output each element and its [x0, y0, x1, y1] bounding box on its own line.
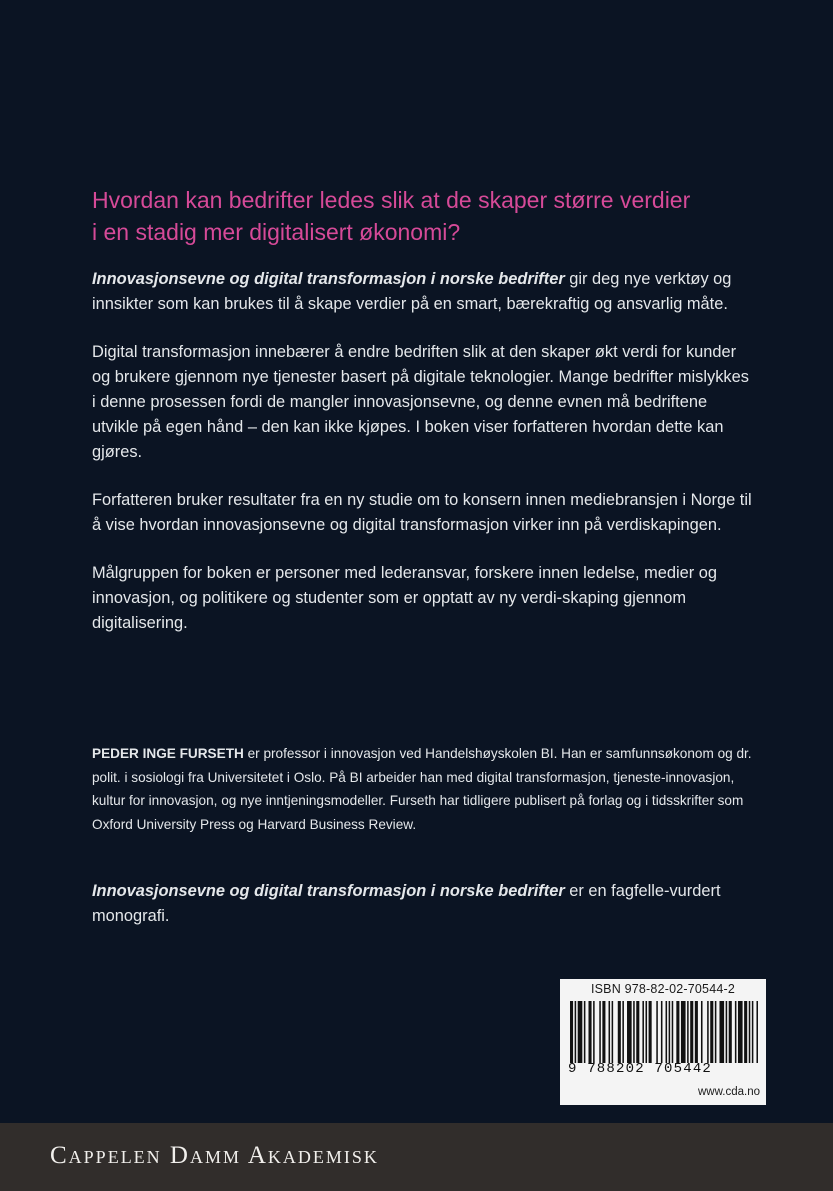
paragraph-transformation: Digital transformasjon innebærer å endre bedriften slik at den skaper økt verdi for kunder og brukere gjennom nye tjenester basert på digitale teknologier. Mange bedrifter mislykkes i denne prosessen fordi de mangler innovasjonsevne, og denne evnen må bedriftene utvikle på egen hånd – den kan ikke kjøpes. I boken viser forfatteren hvordan dette kan gjøres. — [92, 343, 749, 461]
isbn-barcode — [560, 979, 766, 1105]
publisher-footer — [0, 1123, 833, 1191]
heading-line-2: i en stadig mer digitalisert økonomi? — [92, 219, 461, 245]
heading-line-1: Hvordan kan bedrifter ledes slik at de skaper større verdier — [92, 187, 691, 213]
author-name: PEDER INGE FURSETH — [92, 746, 244, 761]
author-bio — [92, 742, 752, 836]
publisher-url: www.cda.no — [697, 1086, 760, 1098]
blurb — [92, 267, 752, 659]
closing-text: er en fagfelle-vurdert monografi. — [92, 882, 721, 925]
closing-book-title: Innovasjonsevne og digital transformasjon i norske bedrifter — [92, 882, 565, 900]
intro-text: gir deg nye verktøy og innsikter som kan brukes til å skape verdier på en smart, bærekraftig og ansvarlig måte. — [92, 270, 732, 313]
author-bio-text: er professor i innovasjon ved Handelshøyskolen BI. Han er samfunnsøkonom og dr. polit. i sosiologi fra Universitetet i Oslo. På BI arbeider han med digital transformasjon, tjeneste-innovasjon, kultur for innovasjon, og nye inntjeningsmodeller. Furseth har tidligere publisert på forlag og i tidsskrifter som Oxford University Press og Harvard Business Review. — [92, 746, 752, 832]
intro-paragraph — [92, 267, 752, 317]
paragraph-study: Forfatteren bruker resultater fra en ny studie om to konsern innen mediebransjen i Norge til å vise hvordan innovasjonsevne og digital transformasjon virker inn på verdiskapingen. — [92, 491, 752, 534]
closing-note — [92, 879, 732, 929]
publisher-name: Cappelen Damm Akademisk — [50, 1142, 379, 1169]
book-title: Innovasjonsevne og digital transformasjon i norske bedrifter — [92, 270, 565, 288]
isbn-label: ISBN 978-82-02-70544-2 — [590, 982, 736, 996]
cover-heading — [92, 184, 762, 248]
paragraph-audience: Målgruppen for boken er personer med lederansvar, forskere innen ledelse, medier og innovasjon, og politikere og studenter som er opptatt av ny verdi-skaping gjennom digitalisering. — [92, 564, 718, 632]
barcode-bars — [570, 1001, 758, 1063]
barcode-digits: 9 788202 705442 — [568, 1061, 713, 1077]
